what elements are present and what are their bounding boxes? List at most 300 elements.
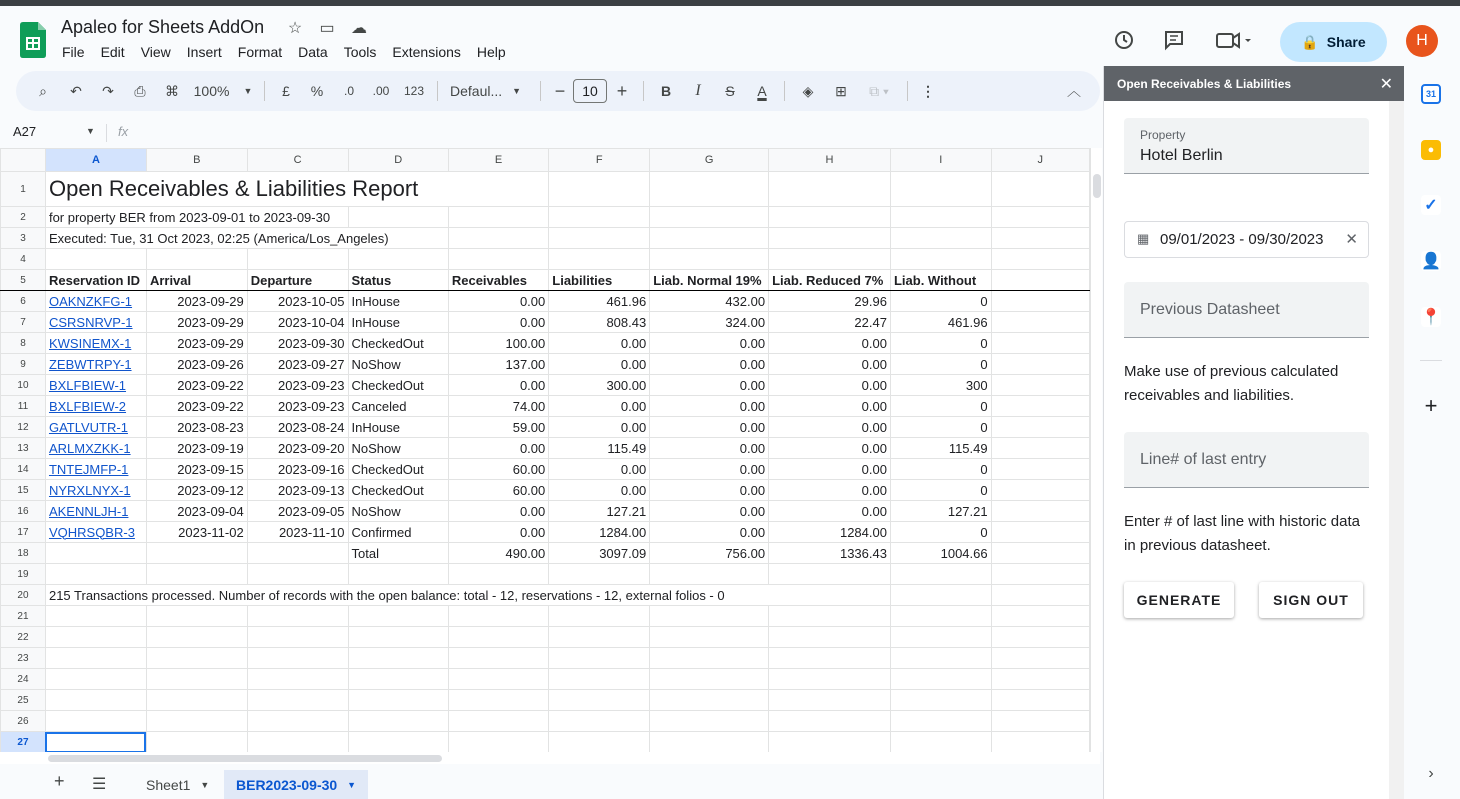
cell[interactable] (991, 438, 1089, 459)
name-box[interactable]: A27 (13, 124, 37, 139)
paint-format-icon[interactable]: ⌘ (165, 82, 179, 99)
menu-help[interactable]: Help (476, 44, 506, 60)
previous-datasheet-select[interactable] (1124, 282, 1369, 338)
cell[interactable] (991, 732, 1089, 753)
cell[interactable] (549, 732, 650, 753)
row-header[interactable]: 22 (1, 627, 46, 648)
data-cell[interactable]: Canceled (348, 396, 448, 417)
data-cell[interactable]: 0.00 (448, 375, 548, 396)
cell[interactable] (348, 669, 448, 690)
more-options-icon[interactable]: ⋮ (921, 82, 935, 99)
data-cell[interactable]: Confirmed (348, 522, 448, 543)
header-cell[interactable]: Status (348, 270, 448, 291)
scroll-thumb[interactable] (1093, 174, 1101, 198)
collapse-toolbar-icon[interactable]: ︿ (1067, 83, 1081, 99)
cell[interactable] (769, 172, 891, 207)
data-cell[interactable]: 461.96 (549, 291, 650, 312)
data-cell[interactable]: 0.00 (769, 333, 891, 354)
column-header-f[interactable]: F (549, 149, 650, 172)
move-folder-icon[interactable]: ▭ (319, 20, 335, 37)
version-history-icon[interactable] (1110, 26, 1138, 54)
decrease-decimal-button[interactable]: .0 (343, 84, 354, 98)
data-cell[interactable]: 0.00 (769, 480, 891, 501)
data-cell[interactable]: 0 (890, 291, 991, 312)
data-cell[interactable]: 0.00 (650, 438, 769, 459)
summary-text[interactable]: 215 Transactions processed. Number of records with the open balance: total - 12, reservations - 12, external folios - 0 (45, 585, 890, 606)
share-button[interactable] (1280, 22, 1387, 62)
row-header[interactable]: 27 (1, 732, 46, 753)
data-cell[interactable]: 0.00 (650, 522, 769, 543)
reservation-link[interactable]: GATLVUTR-1 (45, 417, 146, 438)
row-header[interactable]: 5 (1, 270, 46, 291)
cell[interactable] (549, 172, 650, 207)
sheets-logo-icon[interactable] (20, 22, 46, 58)
data-cell[interactable]: 0.00 (448, 522, 548, 543)
cell[interactable] (45, 669, 146, 690)
cell[interactable] (348, 711, 448, 732)
data-cell[interactable]: 0.00 (769, 396, 891, 417)
cell[interactable] (650, 172, 769, 207)
increase-font-size-icon[interactable]: + (616, 80, 628, 101)
cell[interactable] (890, 207, 991, 228)
cell[interactable] (991, 354, 1089, 375)
cell[interactable] (650, 732, 769, 753)
fill-color-icon[interactable]: ◈ (802, 82, 814, 99)
cell[interactable] (991, 228, 1089, 249)
all-sheets-icon[interactable]: ☰ (92, 776, 107, 793)
data-cell[interactable]: 2023-09-22 (146, 396, 247, 417)
clear-icon[interactable]: ✕ (1345, 231, 1358, 248)
row-header[interactable]: 1 (1, 172, 46, 207)
column-header-h[interactable]: H (769, 149, 891, 172)
cell[interactable] (991, 396, 1089, 417)
row-header[interactable]: 25 (1, 690, 46, 711)
cell[interactable] (549, 228, 650, 249)
data-cell[interactable]: 2023-08-23 (146, 417, 247, 438)
cell[interactable] (45, 606, 146, 627)
data-cell[interactable]: 2023-09-27 (247, 354, 348, 375)
italic-button[interactable]: I (695, 82, 701, 99)
font-select[interactable] (444, 77, 534, 105)
cell[interactable] (991, 249, 1089, 270)
data-cell[interactable]: 0.00 (448, 501, 548, 522)
cell[interactable] (650, 249, 769, 270)
cell[interactable] (549, 711, 650, 732)
row-header[interactable]: 9 (1, 354, 46, 375)
data-cell[interactable]: 0.00 (448, 291, 548, 312)
cell[interactable] (45, 564, 146, 585)
more-formats-button[interactable]: 123 (403, 84, 425, 98)
cell[interactable] (650, 606, 769, 627)
total-cell[interactable]: 1004.66 (890, 543, 991, 564)
cell[interactable] (348, 564, 448, 585)
row-header[interactable]: 7 (1, 312, 46, 333)
cell[interactable] (650, 690, 769, 711)
data-cell[interactable]: 2023-09-23 (247, 396, 348, 417)
cell[interactable] (991, 627, 1089, 648)
header-cell[interactable]: Departure (247, 270, 348, 291)
cell[interactable] (769, 606, 891, 627)
cell[interactable] (45, 627, 146, 648)
chevron-down-icon[interactable]: ▼ (86, 126, 95, 136)
cell[interactable] (650, 564, 769, 585)
cell[interactable] (348, 207, 448, 228)
data-cell[interactable]: 300.00 (549, 375, 650, 396)
data-cell[interactable]: 300 (890, 375, 991, 396)
data-cell[interactable]: 2023-11-02 (146, 522, 247, 543)
row-header[interactable]: 4 (1, 249, 46, 270)
cell[interactable] (448, 648, 548, 669)
header-cell[interactable]: Liabilities (549, 270, 650, 291)
vertical-scrollbar[interactable] (1090, 148, 1102, 752)
currency-format-button[interactable]: £ (282, 83, 290, 99)
data-cell[interactable]: 0.00 (769, 501, 891, 522)
data-cell[interactable]: 2023-09-15 (146, 459, 247, 480)
cell[interactable] (890, 732, 991, 753)
data-cell[interactable]: 0 (890, 522, 991, 543)
report-executed[interactable]: Executed: Tue, 31 Oct 2023, 02:25 (America/Los_Angeles) (45, 228, 448, 249)
merge-cells-icon[interactable]: ⧉ ▾ (869, 82, 889, 99)
bold-button[interactable]: B (660, 83, 672, 99)
data-cell[interactable]: 0.00 (769, 417, 891, 438)
reservation-link[interactable]: VQHRSQBR-3 (45, 522, 146, 543)
increase-decimal-button[interactable]: .00 (372, 84, 390, 98)
sign-out-button[interactable]: SIGN OUT (1259, 582, 1363, 618)
cell[interactable] (890, 606, 991, 627)
row-header[interactable]: 26 (1, 711, 46, 732)
text-color-button[interactable]: A (757, 83, 767, 99)
data-cell[interactable]: CheckedOut (348, 375, 448, 396)
data-cell[interactable]: 2023-09-13 (247, 480, 348, 501)
column-header-d[interactable]: D (348, 149, 448, 172)
data-cell[interactable]: 2023-09-19 (146, 438, 247, 459)
data-cell[interactable]: CheckedOut (348, 459, 448, 480)
search-menus-icon[interactable]: ⌕ (39, 82, 47, 99)
data-cell[interactable]: 2023-09-26 (146, 354, 247, 375)
cell[interactable] (448, 564, 548, 585)
row-header[interactable]: 21 (1, 606, 46, 627)
reservation-link[interactable]: ZEBWTRPY-1 (45, 354, 146, 375)
data-cell[interactable]: 60.00 (448, 459, 548, 480)
reservation-link[interactable]: CSRSNRVP-1 (45, 312, 146, 333)
cell[interactable] (991, 711, 1089, 732)
row-header[interactable]: 16 (1, 501, 46, 522)
cell[interactable] (890, 711, 991, 732)
cell[interactable] (650, 228, 769, 249)
menu-edit[interactable]: Edit (100, 44, 125, 60)
cell[interactable] (991, 480, 1089, 501)
tab-ber2023-09-30[interactable] (224, 770, 368, 799)
header-cell[interactable]: Liab. Normal 19% (650, 270, 769, 291)
cell[interactable] (890, 627, 991, 648)
row-header[interactable]: 15 (1, 480, 46, 501)
cell[interactable] (448, 207, 548, 228)
data-cell[interactable]: 0.00 (769, 459, 891, 480)
row-header[interactable]: 10 (1, 375, 46, 396)
data-cell[interactable]: 2023-09-29 (146, 291, 247, 312)
data-cell[interactable]: 2023-09-30 (247, 333, 348, 354)
cell[interactable] (448, 228, 548, 249)
data-cell[interactable]: 29.96 (769, 291, 891, 312)
meet-icon[interactable] (1214, 26, 1254, 54)
cell[interactable] (247, 249, 348, 270)
cell[interactable] (650, 648, 769, 669)
report-subtitle[interactable]: for property BER from 2023-09-01 to 2023-09-30 (45, 207, 348, 228)
menu-extensions[interactable]: Extensions (392, 44, 461, 60)
column-header-g[interactable]: G (650, 149, 769, 172)
cell[interactable] (146, 564, 247, 585)
data-cell[interactable]: 2023-09-23 (247, 375, 348, 396)
data-cell[interactable]: 22.47 (769, 312, 891, 333)
total-cell[interactable]: 756.00 (650, 543, 769, 564)
data-cell[interactable]: CheckedOut (348, 480, 448, 501)
cell[interactable] (769, 690, 891, 711)
data-cell[interactable]: 0.00 (549, 354, 650, 375)
cell[interactable] (890, 228, 991, 249)
document-title[interactable]: Apaleo for Sheets AddOn (61, 17, 265, 37)
reservation-link[interactable]: TNTEJMFP-1 (45, 459, 146, 480)
undo-icon[interactable]: ↶ (70, 82, 82, 99)
cell[interactable] (769, 669, 891, 690)
cell[interactable] (549, 648, 650, 669)
row-header[interactable]: 23 (1, 648, 46, 669)
cell[interactable] (549, 564, 650, 585)
cell[interactable] (448, 627, 548, 648)
cell[interactable] (348, 606, 448, 627)
cell[interactable] (991, 375, 1089, 396)
cell[interactable] (146, 249, 247, 270)
column-header-j[interactable]: J (991, 149, 1089, 172)
cell[interactable] (991, 501, 1089, 522)
menu-tools[interactable]: Tools (343, 44, 377, 60)
data-cell[interactable]: 2023-09-05 (247, 501, 348, 522)
data-cell[interactable]: 0.00 (549, 417, 650, 438)
header-cell[interactable]: Liab. Without (890, 270, 991, 291)
cell[interactable] (991, 564, 1089, 585)
data-cell[interactable]: 0.00 (769, 438, 891, 459)
cell[interactable] (890, 648, 991, 669)
cell[interactable] (991, 459, 1089, 480)
header-cell[interactable]: Liab. Reduced 7% (769, 270, 891, 291)
cell[interactable] (247, 564, 348, 585)
menu-view[interactable]: View (140, 44, 171, 60)
cell[interactable] (45, 711, 146, 732)
data-cell[interactable]: 2023-09-12 (146, 480, 247, 501)
data-cell[interactable]: 0.00 (769, 375, 891, 396)
cell[interactable] (890, 249, 991, 270)
reservation-link[interactable]: BXLFBIEW-1 (45, 375, 146, 396)
data-cell[interactable]: 0.00 (650, 417, 769, 438)
data-cell[interactable]: 0.00 (448, 312, 548, 333)
cell[interactable] (991, 333, 1089, 354)
data-cell[interactable]: 0.00 (549, 480, 650, 501)
cell[interactable] (650, 207, 769, 228)
cell[interactable] (348, 648, 448, 669)
cell[interactable] (991, 417, 1089, 438)
calendar-app-icon[interactable]: 31 (1421, 84, 1441, 104)
data-cell[interactable]: 0 (890, 480, 991, 501)
row-header[interactable]: 6 (1, 291, 46, 312)
cell[interactable] (247, 732, 348, 753)
data-cell[interactable]: 432.00 (650, 291, 769, 312)
data-cell[interactable]: 0.00 (650, 480, 769, 501)
data-cell[interactable]: 0.00 (549, 396, 650, 417)
cell[interactable] (146, 543, 247, 564)
data-cell[interactable]: 0.00 (650, 396, 769, 417)
total-cell[interactable]: 1336.43 (769, 543, 891, 564)
tasks-app-icon[interactable]: ✓ (1421, 195, 1441, 215)
data-cell[interactable]: 0.00 (650, 375, 769, 396)
data-cell[interactable]: 0 (890, 459, 991, 480)
borders-icon[interactable]: ⊞ (835, 82, 847, 99)
data-cell[interactable]: 0.00 (650, 501, 769, 522)
cell[interactable] (146, 648, 247, 669)
cell[interactable] (146, 627, 247, 648)
data-cell[interactable]: 0.00 (650, 333, 769, 354)
add-addon-icon[interactable]: + (1424, 393, 1438, 418)
data-cell[interactable]: 0 (890, 354, 991, 375)
cell[interactable] (146, 690, 247, 711)
data-cell[interactable]: 0.00 (549, 459, 650, 480)
decrease-font-size-icon[interactable]: − (554, 80, 566, 101)
row-header[interactable]: 13 (1, 438, 46, 459)
print-icon[interactable]: ⎙ (134, 82, 146, 99)
cell[interactable] (890, 172, 991, 207)
zoom-select[interactable] (188, 77, 258, 105)
chevron-right-icon[interactable]: › (1428, 765, 1434, 782)
cell[interactable] (991, 312, 1089, 333)
cell[interactable] (247, 627, 348, 648)
spreadsheet-grid[interactable] (0, 148, 1090, 752)
data-cell[interactable]: 60.00 (448, 480, 548, 501)
menu-format[interactable]: Format (237, 44, 283, 60)
row-header[interactable]: 2 (1, 207, 46, 228)
cell[interactable] (890, 585, 991, 606)
data-cell[interactable]: NoShow (348, 438, 448, 459)
cell[interactable] (247, 648, 348, 669)
data-cell[interactable]: 137.00 (448, 354, 548, 375)
cell[interactable] (991, 207, 1089, 228)
tab-sheet1[interactable] (134, 770, 221, 799)
cell[interactable] (45, 543, 146, 564)
row-header[interactable]: 12 (1, 417, 46, 438)
cell[interactable] (650, 627, 769, 648)
row-header[interactable]: 8 (1, 333, 46, 354)
data-cell[interactable]: 0.00 (549, 333, 650, 354)
column-header-b[interactable]: B (146, 149, 247, 172)
cell[interactable] (549, 207, 650, 228)
data-cell[interactable]: 324.00 (650, 312, 769, 333)
reservation-link[interactable]: BXLFBIEW-2 (45, 396, 146, 417)
total-cell[interactable]: 3097.09 (549, 543, 650, 564)
cell[interactable] (769, 648, 891, 669)
cell[interactable] (650, 669, 769, 690)
cell[interactable] (890, 690, 991, 711)
data-cell[interactable]: 0.00 (769, 354, 891, 375)
data-cell[interactable]: 2023-08-24 (247, 417, 348, 438)
data-cell[interactable]: 2023-09-16 (247, 459, 348, 480)
cell[interactable] (549, 627, 650, 648)
cell[interactable] (769, 564, 891, 585)
cell[interactable] (348, 627, 448, 648)
row-header[interactable]: 14 (1, 459, 46, 480)
panel-scrollbar[interactable] (1389, 101, 1404, 799)
percent-format-button[interactable]: % (310, 83, 324, 99)
property-select[interactable] (1124, 118, 1369, 174)
font-size-input[interactable]: 10 (573, 79, 607, 103)
cell[interactable] (769, 711, 891, 732)
star-icon[interactable]: ☆ (287, 20, 303, 37)
header-cell[interactable]: Reservation ID (45, 270, 146, 291)
cell[interactable] (890, 564, 991, 585)
row-header[interactable]: 24 (1, 669, 46, 690)
data-cell[interactable]: 59.00 (448, 417, 548, 438)
report-title[interactable]: Open Receivables & Liabilities Report (45, 172, 548, 207)
cell[interactable] (247, 606, 348, 627)
data-cell[interactable]: 0.00 (650, 459, 769, 480)
menu-data[interactable]: Data (298, 44, 328, 60)
data-cell[interactable]: InHouse (348, 312, 448, 333)
cell[interactable] (146, 732, 247, 753)
header-cell[interactable]: Receivables (448, 270, 548, 291)
strikethrough-button[interactable]: S (725, 83, 735, 99)
reservation-link[interactable]: ARLMXZKK-1 (45, 438, 146, 459)
data-cell[interactable]: 2023-09-22 (146, 375, 247, 396)
data-cell[interactable]: NoShow (348, 354, 448, 375)
reservation-link[interactable]: NYRXLNYX-1 (45, 480, 146, 501)
cell[interactable] (769, 207, 891, 228)
menu-insert[interactable]: Insert (186, 44, 222, 60)
reservation-link[interactable]: OAKNZKFG-1 (45, 291, 146, 312)
reservation-link[interactable]: KWSINEMX-1 (45, 333, 146, 354)
cell[interactable] (45, 648, 146, 669)
cell[interactable] (549, 669, 650, 690)
cell[interactable] (146, 606, 247, 627)
data-cell[interactable]: 1284.00 (549, 522, 650, 543)
generate-button[interactable]: GENERATE (1124, 582, 1234, 618)
cell[interactable] (991, 690, 1089, 711)
data-cell[interactable]: 0 (890, 417, 991, 438)
cell[interactable] (549, 249, 650, 270)
maps-app-icon[interactable]: 📍 (1421, 309, 1441, 326)
cell[interactable] (769, 249, 891, 270)
data-cell[interactable]: 2023-10-04 (247, 312, 348, 333)
cell[interactable] (348, 732, 448, 753)
cell[interactable] (769, 228, 891, 249)
cell[interactable] (991, 669, 1089, 690)
row-header[interactable]: 17 (1, 522, 46, 543)
data-cell[interactable]: NoShow (348, 501, 448, 522)
comments-icon[interactable] (1160, 26, 1188, 54)
data-cell[interactable]: 127.21 (549, 501, 650, 522)
data-cell[interactable]: 0.00 (448, 438, 548, 459)
row-header[interactable]: 11 (1, 396, 46, 417)
data-cell[interactable]: 0.00 (650, 354, 769, 375)
data-cell[interactable]: 2023-09-29 (146, 333, 247, 354)
total-label[interactable]: Total (348, 543, 448, 564)
contacts-app-icon[interactable]: 👤 (1421, 253, 1441, 270)
reservation-link[interactable]: AKENNLJH-1 (45, 501, 146, 522)
cell[interactable] (247, 711, 348, 732)
data-cell[interactable]: 2023-09-29 (146, 312, 247, 333)
data-cell[interactable]: CheckedOut (348, 333, 448, 354)
last-line-input[interactable] (1124, 432, 1369, 488)
row-header[interactable]: 3 (1, 228, 46, 249)
cell[interactable] (991, 291, 1089, 312)
column-header-a[interactable]: A (45, 149, 146, 172)
cloud-saved-icon[interactable]: ☁ (351, 20, 367, 37)
data-cell[interactable]: 115.49 (549, 438, 650, 459)
